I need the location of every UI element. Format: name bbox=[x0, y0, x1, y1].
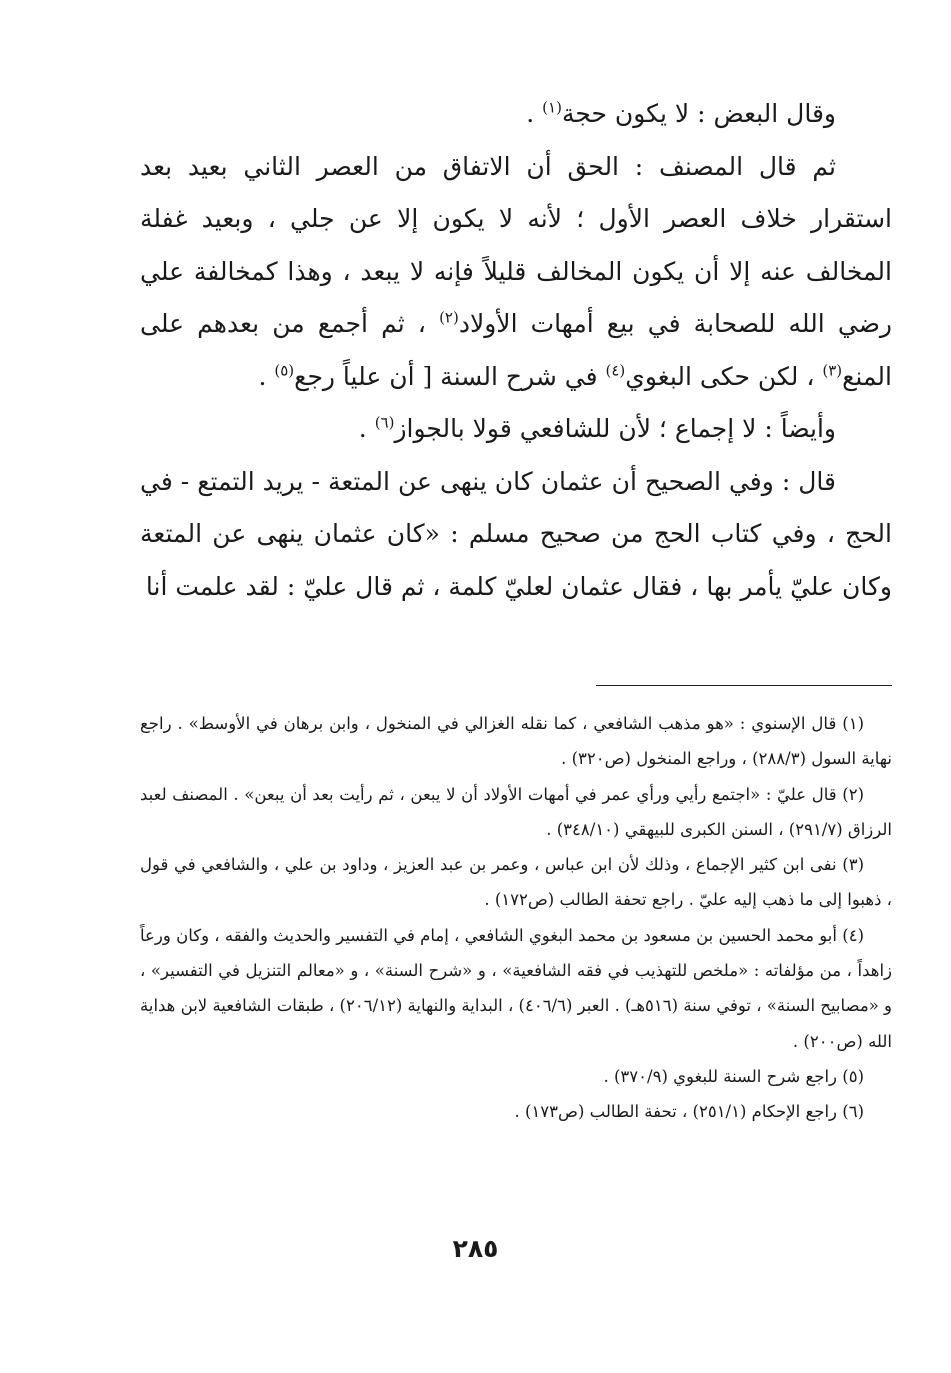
footnotes bbox=[140, 706, 892, 1130]
paragraph-1-end: . bbox=[526, 99, 543, 128]
paragraph-3-end: . bbox=[358, 414, 375, 443]
footnote-2: (٢) قال عليّ : «اجتمع رأيي ورأي عمر في أمهات الأولاد أن لا يبعن ، ثم رأيت بعد أن يبعن» . المصنف لعبد الرزاق (٢٩١/٧) ، السنن الكبرى للبيهقي (٣٤٨/١٠) . bbox=[140, 784, 892, 839]
paragraph-4-text: قال : وفي الصحيح أن عثمان كان ينهى عن المتعة - يريد التمتع - في الحج ، وفي كتاب الحج من صحيح مسلم : «كان عثمان ينهى عن المتعة وكان عليّ يأمر بها ، فقال عثمان لعليّ كلمة ، ثم قال عليّ : لقد علمت أنا bbox=[140, 466, 892, 601]
paragraph-1-text: وقال البعض : لا يكون حجة bbox=[561, 99, 836, 128]
paragraph-2-text-b: ، ثم أجمع من بعدهم على المنع bbox=[140, 309, 892, 391]
paragraph-2-end: . bbox=[258, 361, 275, 391]
footnote-4: (٤) أبو محمد الحسين بن مسعود بن محمد البغوي الشافعي ، إمام في التفسير والحديث والفقه ، وكان ورعاً زاهداً ، من مؤلفاته : «ملخص للتهذيب في فقه الشافعية» ، و «شرح السنة» ، و «معالم التنزيل في التفسير» ، و «مصابيح السنة» ، توفي سنة (٥١٦هـ) . العبر (٤٠٦/٦) ، البداية والنهاية (٢٠٦/١٢) ، طبقات الشافعية لابن هداية الله (ص٢٠٠) . bbox=[140, 925, 893, 1051]
footnote-5: (٥) راجع شرح السنة للبغوي (٣٧٠/٩) . bbox=[603, 1066, 864, 1086]
paragraph-3-text: وأيضاً : لا إجماع ؛ لأن للشافعي قولا بالجواز bbox=[394, 414, 836, 443]
footnote-ref-2[interactable]: (٢) bbox=[439, 308, 459, 327]
footnote-ref-5[interactable]: (٥) bbox=[274, 361, 295, 380]
footnote-3: (٣) نفى ابن كثير الإجماع ، وذلك لأن ابن عباس ، وعمر بن عبد العزيز ، وداود بن علي ، والشافعي في قول ، ذهبوا إلى ما ذهب إليه عليّ . راجع تحفة الطالب (ص١٧٢) . bbox=[140, 855, 892, 910]
footnote-6: (٦) راجع الإحكام (٢٥١/١) ، تحفة الطالب (ص١٧٣) . bbox=[514, 1102, 864, 1122]
footnote-ref-1[interactable]: (١) bbox=[542, 98, 562, 117]
paragraph-1 bbox=[140, 88, 892, 141]
footnote-ref-3[interactable]: (٣) bbox=[822, 361, 843, 380]
footnote-1: (١) قال الإسنوي : «هو مذهب الشافعي ، كما نقله الغزالي في المنخول ، وابن برهان في الأوسط» . راجع نهاية السول (٢٨٨/٣) ، وراجع المنخول (ص٣٢٠) . bbox=[140, 714, 892, 769]
paragraph-2-text-c: ، لكن حكى البغوي bbox=[625, 361, 823, 391]
page-number: ٢٨٥ bbox=[452, 1234, 499, 1263]
paragraph-2-text-d: في شرح السنة [ أن علياً رجع bbox=[294, 361, 606, 391]
paragraph-4 bbox=[140, 456, 892, 614]
main-text bbox=[140, 88, 892, 613]
paragraph-3 bbox=[140, 403, 892, 456]
paragraph-2-text-a: ثم قال المصنف : الحق أن الاتفاق من العصر الثاني بعيد بعد استقرار خلاف العصر الأول ؛ لأنه لا يكون إلا عن جلي ، وبعيد غفلة المخالف عنه إلا أن يكون المخالف قليلاً فإنه لا يبعد ، وهذا كمخالفة علي رضي الله للصحابة في بيع أمهات الأولاد bbox=[140, 151, 893, 338]
footnote-ref-4[interactable]: (٤) bbox=[605, 361, 626, 380]
footnote-separator bbox=[596, 685, 892, 686]
footnote-ref-6[interactable]: (٦) bbox=[374, 413, 395, 432]
paragraph-2 bbox=[140, 141, 892, 404]
